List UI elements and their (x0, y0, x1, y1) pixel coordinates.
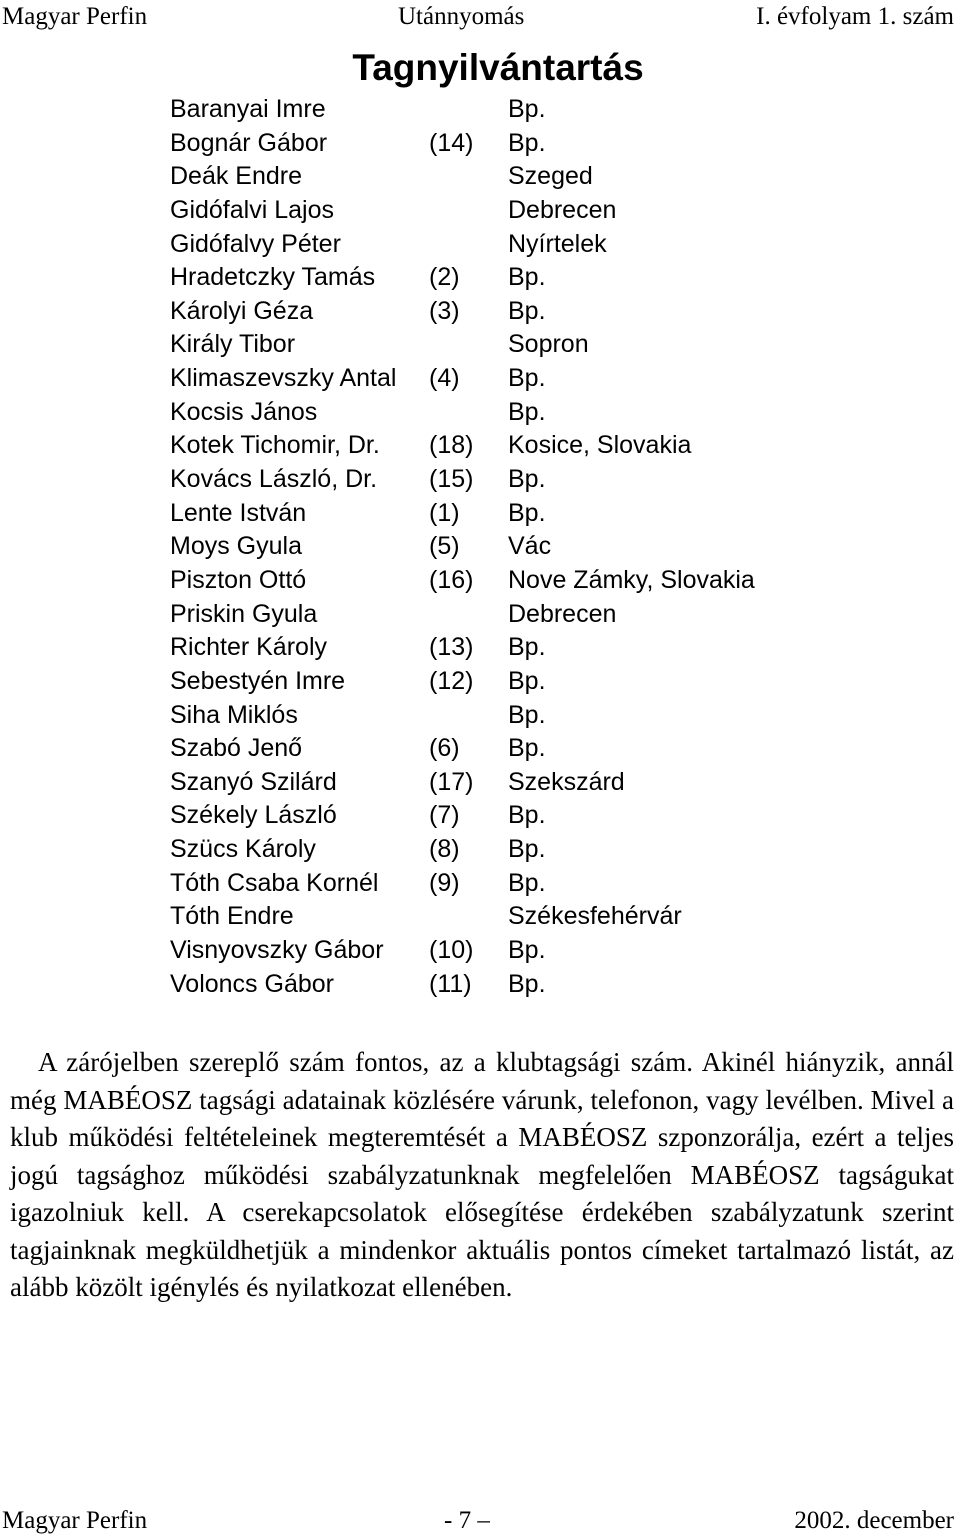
footer-publication: Magyar Perfin (2, 1507, 148, 1534)
member-row (170, 429, 870, 463)
member-number: (13) (429, 633, 474, 662)
member-row (170, 261, 870, 295)
member-name: Kotek Tichomir, Dr. (170, 431, 380, 460)
member-row (170, 665, 870, 699)
member-name: Visnyovszky Gábor (170, 936, 384, 965)
member-row (170, 867, 870, 901)
page-title: Tagnyilvántartás (352, 47, 644, 88)
member-city: Vác (508, 532, 552, 561)
member-city: Bp. (508, 835, 546, 864)
member-row (170, 228, 870, 262)
member-city: Nyírtelek (508, 229, 607, 258)
member-row (170, 900, 870, 934)
member-number: (6) (429, 734, 460, 763)
member-row (170, 699, 870, 733)
page-number: - 7 – (444, 1507, 490, 1534)
member-row (170, 127, 870, 161)
member-city: Bp. (508, 633, 546, 662)
member-row (170, 194, 870, 228)
member-number: (7) (429, 801, 460, 830)
member-name: Kovács László, Dr. (170, 465, 378, 494)
member-name: Szabó Jenő (170, 734, 303, 763)
member-number: (9) (429, 868, 460, 897)
member-name: Deák Endre (170, 162, 303, 191)
member-number: (2) (429, 263, 460, 292)
member-number: (5) (429, 532, 460, 561)
membership-note: A zárójelben szereplő szám fontos, az a klubtagsági szám. Akinél hiányzik, annál még MABÉOSZ tagsági adatainak közlésére várunk, telefonon, vagy levélben. Mivel a klub működési feltételeinek megteremtését a MABÉOSZ szponzorálja, ezért a teljes jogú tagsághoz működési szabályzatunknak megfelelően MABÉOSZ tagságukat igazolniuk kell. A cserekapcsolatok elősegítése érdekében szabályzatunk szerint tagjainknak megküldhetjük a mindenkor aktuális pontos címeket tartalmazó listát, az alább közölt igénylés és nyilatkozat ellenében. (10, 1047, 954, 1302)
member-number: (4) (429, 364, 460, 393)
member-city: Bp. (508, 801, 546, 830)
member-row (170, 463, 870, 497)
member-city: Bp. (508, 128, 546, 157)
member-name: Gidófalvy Péter (170, 229, 341, 258)
member-number: (14) (429, 128, 474, 157)
member-city: Sopron (508, 330, 589, 359)
member-row (170, 396, 870, 430)
member-number: (17) (429, 767, 474, 796)
header-section: Utánnyomás (398, 3, 525, 30)
member-number: (10) (429, 936, 474, 965)
member-row (170, 766, 870, 800)
header-publication: Magyar Perfin (2, 3, 148, 30)
member-row (170, 732, 870, 766)
member-row (170, 295, 870, 329)
member-row (170, 160, 870, 194)
member-number: (12) (429, 666, 474, 695)
member-name: Moys Gyula (170, 532, 302, 561)
member-name: Szücs Károly (170, 835, 316, 864)
member-row (170, 93, 870, 127)
member-row (170, 934, 870, 968)
member-name: Tóth Endre (170, 902, 294, 931)
member-row (170, 497, 870, 531)
member-row (170, 328, 870, 362)
member-row (170, 968, 870, 1002)
member-name: Baranyai Imre (170, 95, 326, 123)
member-number: (11) (429, 969, 472, 998)
member-number: (16) (429, 565, 474, 594)
member-name: Kocsis János (170, 397, 318, 426)
member-row (170, 530, 870, 564)
member-name: Szanyó Szilárd (170, 767, 337, 796)
member-city: Bp. (508, 969, 546, 998)
member-city: Bp. (508, 364, 546, 393)
member-number: (15) (429, 465, 474, 494)
member-city: Bp. (508, 868, 546, 897)
member-name: Hradetczky Tamás (170, 263, 376, 292)
member-city: Bp. (508, 700, 546, 729)
page-footer (0, 1504, 960, 1538)
member-row (170, 631, 870, 665)
member-row (170, 362, 870, 396)
member-name: Károlyi Géza (170, 296, 314, 325)
member-row (170, 564, 870, 598)
member-city: Bp. (508, 498, 546, 527)
member-name: Voloncs Gábor (170, 969, 334, 998)
member-number: (8) (429, 835, 460, 864)
member-name: Lente István (170, 498, 307, 527)
member-name: Gidófalvi Lajos (170, 195, 334, 224)
member-city: Bp. (508, 95, 546, 123)
member-list (170, 93, 870, 1001)
member-city: Szeged (508, 162, 593, 191)
member-city: Bp. (508, 936, 546, 965)
member-name: Piszton Ottó (170, 565, 307, 594)
member-name: Sebestyén Imre (170, 666, 346, 695)
member-city: Bp. (508, 296, 546, 325)
member-row (170, 799, 870, 833)
member-city: Kosice, Slovakia (508, 431, 692, 460)
member-name: Siha Miklós (170, 700, 298, 729)
member-name: Richter Károly (170, 633, 327, 662)
header-issue: I. évfolyam 1. szám (756, 3, 954, 30)
member-row (170, 833, 870, 867)
member-city: Székesfehérvár (508, 902, 682, 931)
member-city: Szekszárd (508, 767, 625, 796)
member-name: Klimaszevszky Antal (170, 364, 397, 393)
member-city: Bp. (508, 465, 546, 494)
page-header (0, 0, 960, 34)
member-city: Bp. (508, 666, 546, 695)
member-number: (1) (429, 498, 460, 527)
member-number: (3) (429, 296, 460, 325)
member-row (170, 598, 870, 632)
member-number: (18) (429, 431, 474, 460)
member-name: Priskin Gyula (170, 599, 318, 628)
footer-date: 2002. december (794, 1507, 954, 1534)
member-name: Székely László (170, 801, 337, 830)
member-name: Tóth Csaba Kornél (170, 868, 379, 897)
member-city: Bp. (508, 734, 546, 763)
member-city: Bp. (508, 397, 546, 426)
member-name: Király Tibor (170, 330, 296, 359)
member-city: Nove Zámky, Slovakia (508, 565, 755, 594)
member-city: Debrecen (508, 599, 617, 628)
member-city: Debrecen (508, 195, 617, 224)
member-name: Bognár Gábor (170, 128, 328, 157)
member-city: Bp. (508, 263, 546, 292)
